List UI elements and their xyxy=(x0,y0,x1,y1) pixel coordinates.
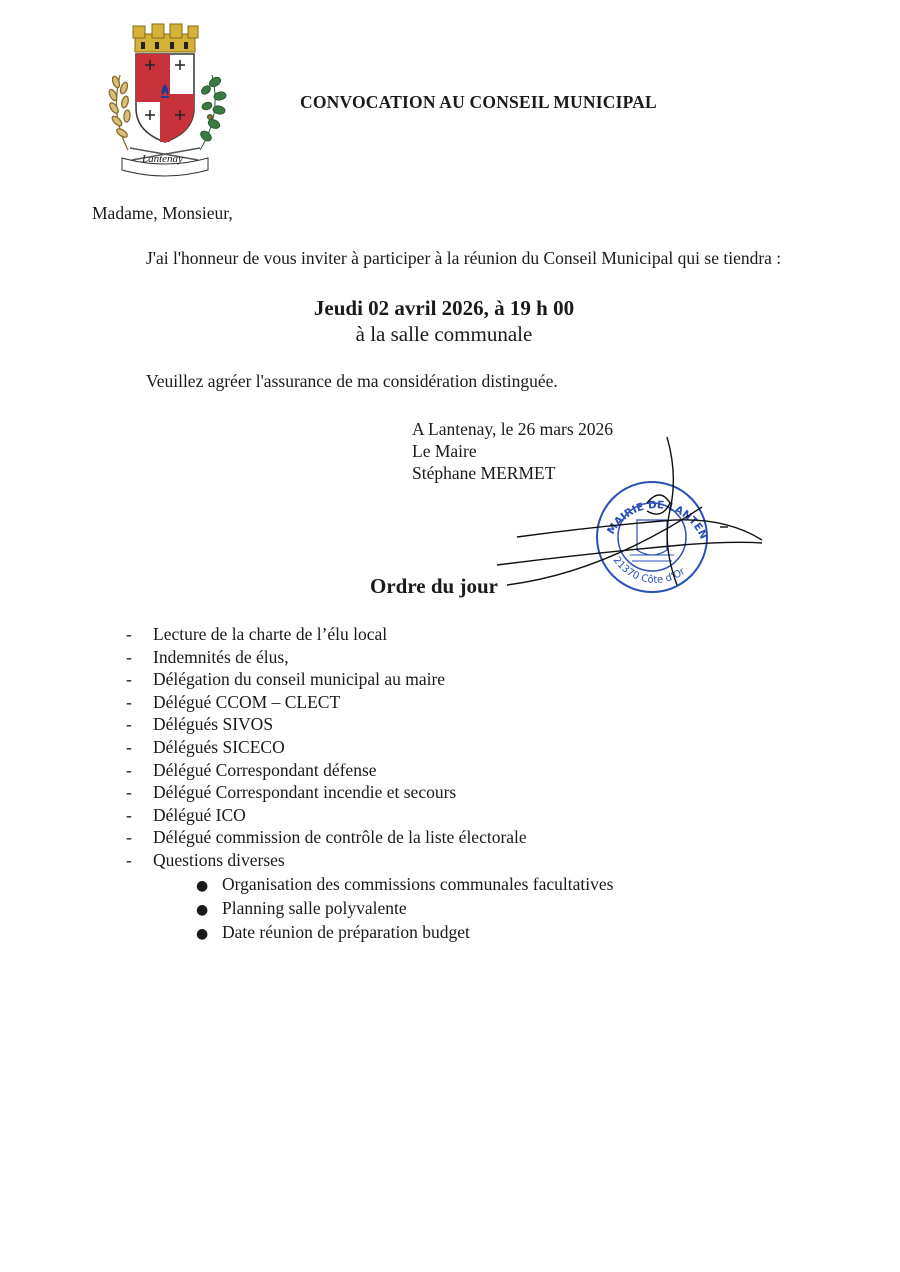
place-date: A Lantenay, le 26 mars 2026 xyxy=(412,419,614,439)
closing-formula: Veuillez agréer l'assurance de ma considération distinguée. xyxy=(146,371,558,391)
agenda-item: - Lecture de la charte de l’élu local xyxy=(120,623,527,646)
agenda-item: - Délégués SIVOS xyxy=(120,713,527,736)
crest-caption: Lantenay xyxy=(142,153,183,165)
signatory-role: Le Maire xyxy=(412,441,477,461)
municipal-crest xyxy=(100,20,230,180)
meeting-datetime: Jeudi 02 avril 2026, à 19 h 00 xyxy=(313,296,575,320)
stamp-icon xyxy=(472,425,772,600)
intro-text: J'ai l'honneur de vous inviter à participer à la réunion du Conseil Municipal qui se tiendra : xyxy=(146,248,782,268)
agenda-item: - Questions diverses xyxy=(120,849,527,872)
bullet-icon: ● xyxy=(196,878,209,894)
agenda-item: - Délégué Correspondant incendie et secours xyxy=(120,781,527,804)
agenda-item: - Indemnités de élus, xyxy=(120,646,527,669)
stamp-bottom-text: 21370 Côte d'Or xyxy=(610,554,688,586)
agenda-sub-item: ● Organisation des commissions communales facultatives xyxy=(192,873,613,897)
agenda-sub-item: ● Planning salle polyvalente xyxy=(192,897,613,921)
dash-icon: - xyxy=(126,849,132,870)
dash-icon: - xyxy=(126,714,132,735)
dash-icon: - xyxy=(126,691,132,712)
agenda-sub-list xyxy=(192,873,613,944)
dash-icon: - xyxy=(126,669,132,690)
dash-icon: - xyxy=(126,646,132,667)
official-stamp xyxy=(472,425,772,600)
bullet-icon: ● xyxy=(196,925,209,942)
agenda-item: - Délégué commission de contrôle de la liste électorale xyxy=(120,826,527,849)
agenda-item: - Délégation du conseil municipal au maire xyxy=(120,668,527,691)
dash-icon: - xyxy=(126,804,132,825)
agenda-item: - Délégués SICECO xyxy=(120,736,527,759)
intro-paragraph xyxy=(92,248,812,269)
dash-icon: - xyxy=(126,736,132,757)
dash-icon: - xyxy=(126,782,132,803)
dash-icon: - xyxy=(126,759,132,780)
agenda-sub-item: ● Date réunion de préparation budget xyxy=(192,921,613,945)
agenda-item: - Délégué CCOM – CLECT xyxy=(120,691,527,714)
agenda-title: Ordre du jour xyxy=(370,574,498,598)
page-title: CONVOCATION AU CONSEIL MUNICIPAL xyxy=(300,92,657,112)
bullet-icon: ● xyxy=(196,901,209,918)
greeting: Madame, Monsieur, xyxy=(92,203,233,223)
dash-icon: - xyxy=(126,827,132,848)
meeting-venue: à la salle communale xyxy=(355,322,533,346)
dash-icon: - xyxy=(126,624,132,644)
agenda-list xyxy=(120,623,527,872)
signatory-name: Stéphane MERMET xyxy=(412,463,556,483)
agenda-item: - Délégué Correspondant défense xyxy=(120,759,527,782)
stamp-top-text: MAIRIE DE LANTEN xyxy=(605,499,710,542)
agenda-item: - Délégué ICO xyxy=(120,804,527,827)
